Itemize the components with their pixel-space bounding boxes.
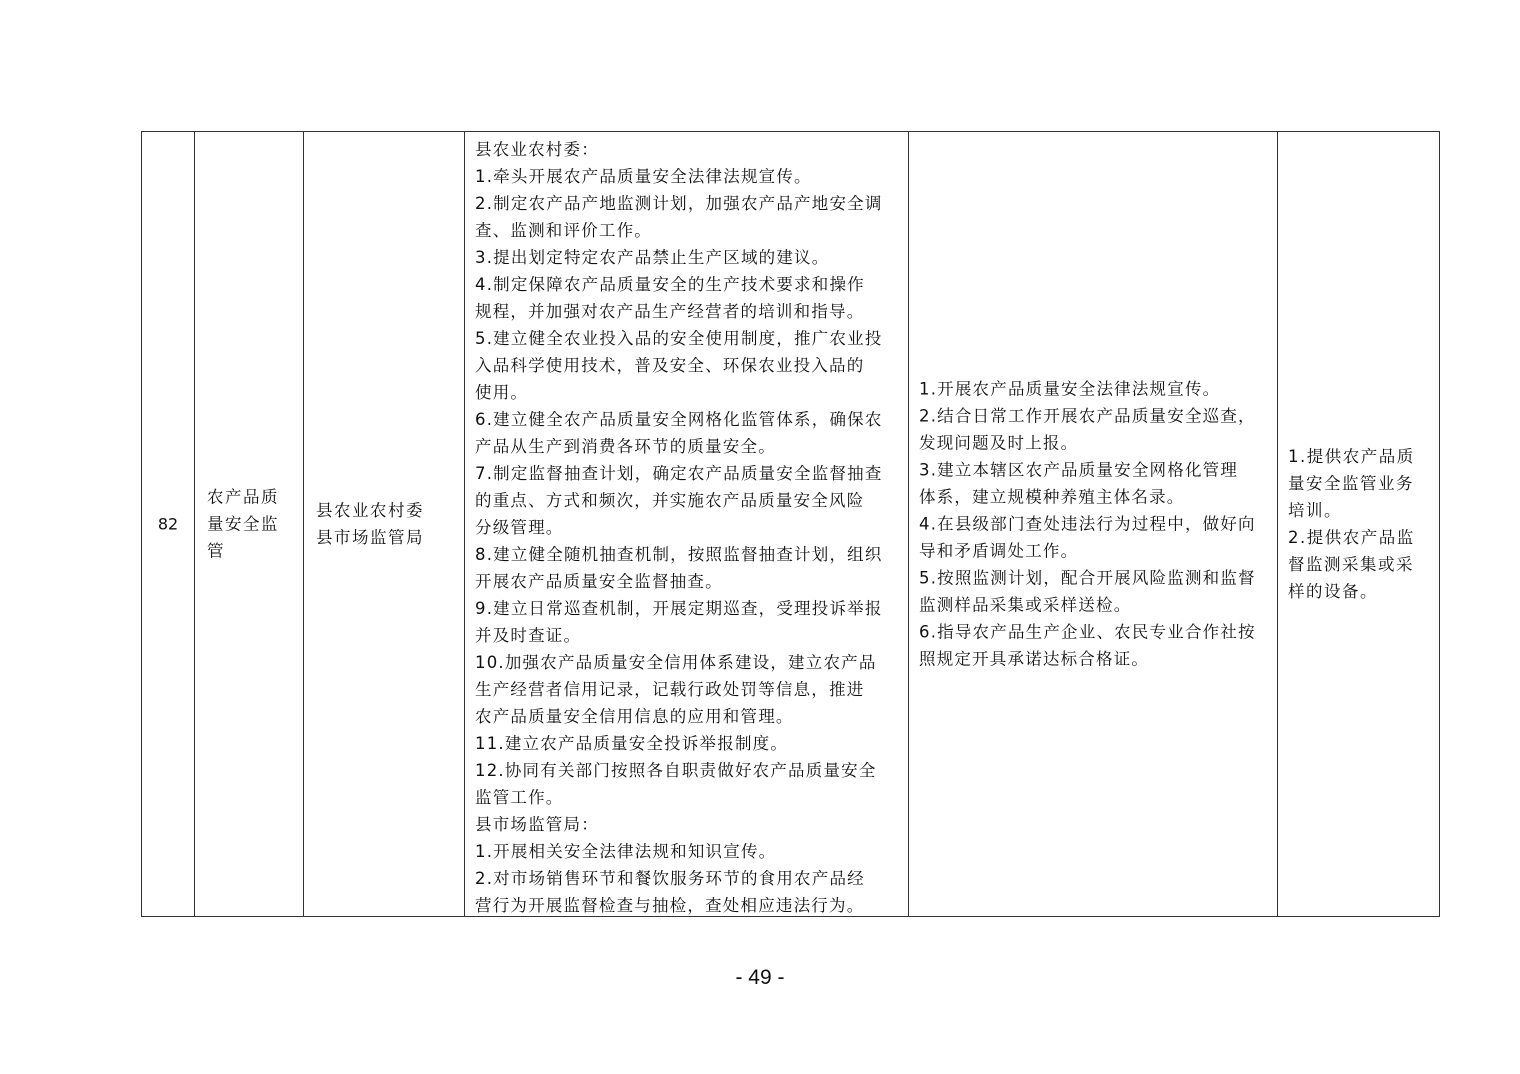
department-line: 县市场监管局 [316, 528, 424, 547]
county-duty-line: 查、监测和评价工作。 [475, 221, 652, 240]
town-duty-line: 5.按照监测计划，配合开展风险监测和监督 [919, 568, 1256, 588]
county-duty-line: 监管工作。 [475, 788, 564, 807]
support-line: 量安全监管业务 [1288, 474, 1414, 493]
county-duty-line: 农产品质量安全信用信息的应用和管理。 [475, 707, 794, 726]
item-name [195, 484, 303, 565]
county-duties [475, 136, 902, 919]
item-line: 量安全监 [207, 514, 279, 534]
page-number: - 49 - [735, 966, 785, 989]
county-duty-line: 1.牵头开展农产品质量安全法律法规宣传。 [475, 167, 812, 186]
departments [304, 497, 464, 551]
county-duty-line: 3.提出划定特定农产品禁止生产区域的建议。 [475, 248, 830, 267]
town-duty-line: 6.指导农产品生产企业、农民专业合作社按 [919, 622, 1256, 642]
support-content [1278, 443, 1439, 605]
col-number [142, 132, 195, 916]
col-county-duties [465, 132, 909, 916]
town-duty-line: 监测样品采集或采样送检。 [919, 595, 1132, 615]
duties-table [141, 131, 1440, 917]
county-duty-line: 分级管理。 [475, 518, 564, 537]
county-duty-line: 使用。 [475, 383, 529, 402]
county-duty-line: 生产经营者信用记录，记载行政处罚等信息，推进 [475, 680, 865, 699]
support-line: 督监测采集或采 [1288, 555, 1414, 574]
town-duty-line: 发现问题及时上报。 [919, 433, 1079, 453]
county-duty-line: 并及时查证。 [475, 626, 582, 645]
support-line: 2.提供农产品监 [1288, 528, 1415, 547]
county-duty-line: 的重点、方式和频次，并实施农产品质量安全风险 [475, 491, 865, 510]
county-duty-line: 营行为开展监督检查与抽检，查处相应违法行为。 [475, 896, 865, 915]
town-duties [909, 376, 1277, 673]
county-duty-line: 6.建立健全农产品质量安全网格化监管体系，确保农 [475, 410, 883, 429]
town-duty-line: 2.结合日常工作开展农产品质量安全巡查， [919, 406, 1256, 426]
county-duty-line: 4.制定保障农产品质量安全的生产技术要求和操作 [475, 275, 865, 294]
town-duty-line: 体系，建立规模种养殖主体名录。 [919, 487, 1185, 507]
support-line: 样的设备。 [1288, 582, 1378, 601]
department-line: 县农业农村委 [316, 501, 424, 520]
county-duty-line: 县农业农村委： [475, 140, 599, 159]
item-line: 管 [207, 541, 225, 561]
col-support [1278, 132, 1439, 916]
col-town-duties [909, 132, 1278, 916]
county-duty-line: 8.建立健全随机抽查机制，按照监督抽查计划，组织 [475, 545, 883, 564]
county-duty-line: 11.建立农产品质量安全投诉举报制度。 [475, 734, 789, 753]
col-item [195, 132, 304, 916]
col-departments [304, 132, 465, 916]
county-duty-line: 12.协同有关部门按照各自职责做好农产品质量安全 [475, 761, 877, 780]
town-duty-line: 导和矛盾调处工作。 [919, 541, 1079, 561]
town-duty-line: 3.建立本辖区农产品质量安全网格化管理 [919, 460, 1239, 480]
support-line: 培训。 [1288, 501, 1342, 520]
county-duty-line: 2.对市场销售环节和餐饮服务环节的食用农产品经 [475, 869, 865, 888]
county-duty-line: 规程，并加强对农产品生产经营者的培训和指导。 [475, 302, 865, 321]
county-duty-line: 产品从生产到消费各环节的质量安全。 [475, 437, 776, 456]
county-duty-line: 开展农产品质量安全监督抽查。 [475, 572, 723, 591]
row-number: 82 [157, 514, 179, 534]
county-duty-line: 2.制定农产品产地监测计划，加强农产品产地安全调 [475, 194, 883, 213]
county-duty-line: 10.加强农产品质量安全信用体系建设，建立农产品 [475, 653, 877, 672]
town-duty-line: 1.开展农产品质量安全法律法规宣传。 [919, 379, 1221, 399]
county-duty-line: 7.制定监督抽查计划，确定农产品质量安全监督抽查 [475, 464, 883, 483]
support-line: 1.提供农产品质 [1288, 447, 1415, 466]
county-duty-line: 1.开展相关安全法律法规和知识宣传。 [475, 842, 777, 861]
town-duty-line: 照规定开具承诺达标合格证。 [919, 649, 1150, 669]
county-duty-line: 9.建立日常巡查机制，开展定期巡查，受理投诉举报 [475, 599, 883, 618]
county-duty-line: 5.建立健全农业投入品的安全使用制度，推广农业投 [475, 329, 883, 348]
item-line: 农产品质 [207, 487, 279, 507]
town-duty-line: 4.在县级部门查处违法行为过程中，做好向 [919, 514, 1256, 534]
county-duty-line: 县市场监管局： [475, 815, 599, 834]
county-duty-line: 入品科学使用技术，普及安全、环保农业投入品的 [475, 356, 865, 375]
